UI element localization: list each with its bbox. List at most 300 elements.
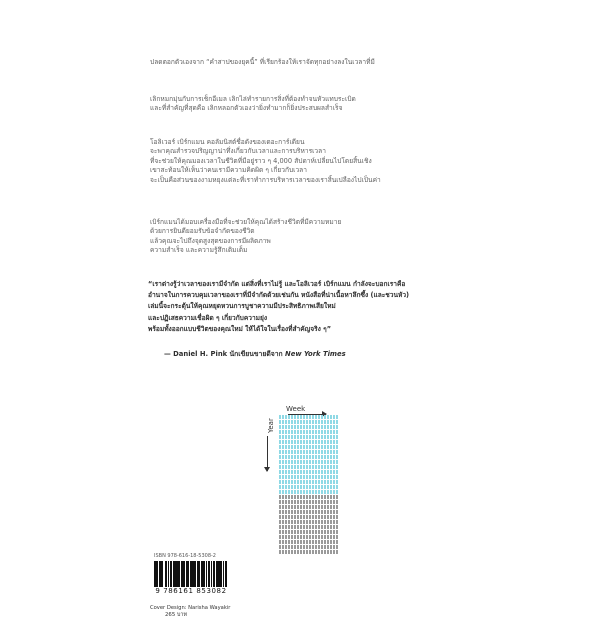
week-cell — [324, 475, 326, 479]
week-cell — [285, 545, 287, 549]
week-cell — [330, 485, 332, 489]
week-cell — [285, 425, 287, 429]
week-cell — [303, 530, 305, 534]
week-cell — [297, 480, 299, 484]
week-cell — [309, 425, 311, 429]
week-cell — [321, 530, 323, 534]
barcode-bars — [154, 561, 228, 587]
week-cell — [336, 515, 338, 519]
week-cell — [309, 515, 311, 519]
week-cell — [294, 450, 296, 454]
barcode-bar — [211, 561, 212, 587]
week-cell — [330, 505, 332, 509]
week-cell — [333, 475, 335, 479]
week-cell — [291, 455, 293, 459]
week-cell — [288, 495, 290, 499]
weeks-of-life-grid — [279, 415, 337, 555]
week-cell — [279, 470, 281, 474]
week-cell — [288, 505, 290, 509]
week-cell — [333, 535, 335, 539]
barcode-bar — [183, 561, 184, 587]
week-cell — [294, 550, 296, 554]
week-cell — [318, 490, 320, 494]
week-cell — [324, 425, 326, 429]
week-cell — [291, 415, 293, 419]
week-cell — [318, 425, 320, 429]
week-cell — [324, 545, 326, 549]
week-cell — [309, 460, 311, 464]
week-cell — [306, 470, 308, 474]
week-cell — [324, 480, 326, 484]
week-cell — [327, 460, 329, 464]
week-cell — [315, 475, 317, 479]
week-cell — [309, 455, 311, 459]
week-cell — [297, 520, 299, 524]
week-cell — [333, 470, 335, 474]
week-cell — [282, 480, 284, 484]
week-cell — [297, 510, 299, 514]
week-cell — [309, 530, 311, 534]
week-cell — [288, 485, 290, 489]
week-cell — [279, 490, 281, 494]
week-cell — [330, 540, 332, 544]
week-cell — [321, 470, 323, 474]
week-cell — [324, 510, 326, 514]
week-cell — [300, 550, 302, 554]
week-cell — [285, 415, 287, 419]
week-cell — [330, 535, 332, 539]
week-cell — [282, 455, 284, 459]
week-cell — [291, 465, 293, 469]
week-cell — [285, 480, 287, 484]
week-cell — [285, 505, 287, 509]
week-cell — [315, 520, 317, 524]
week-cell — [327, 415, 329, 419]
week-cell — [327, 540, 329, 544]
week-cell — [291, 445, 293, 449]
week-cell — [330, 440, 332, 444]
week-cell — [282, 520, 284, 524]
week-cell — [321, 430, 323, 434]
week-cell — [285, 420, 287, 424]
week-cell — [327, 525, 329, 529]
week-cell — [306, 520, 308, 524]
week-cell — [312, 490, 314, 494]
week-cell — [303, 465, 305, 469]
week-cell — [306, 425, 308, 429]
barcode-bar — [168, 561, 169, 587]
week-cell — [336, 475, 338, 479]
week-cell — [324, 415, 326, 419]
week-cell — [309, 435, 311, 439]
week-cell — [306, 540, 308, 544]
week-cell — [336, 470, 338, 474]
week-cell — [333, 485, 335, 489]
week-cell — [306, 525, 308, 529]
week-cell — [321, 545, 323, 549]
week-cell — [321, 450, 323, 454]
week-cell — [312, 440, 314, 444]
week-cell — [300, 415, 302, 419]
week-cell — [318, 525, 320, 529]
week-cell — [300, 430, 302, 434]
week-cell — [303, 505, 305, 509]
week-cell — [327, 485, 329, 489]
week-cell — [333, 430, 335, 434]
week-cell — [291, 530, 293, 534]
week-cell — [285, 525, 287, 529]
week-cell — [309, 520, 311, 524]
week-cell — [291, 470, 293, 474]
week-cell — [321, 535, 323, 539]
week-cell — [333, 505, 335, 509]
week-cell — [282, 435, 284, 439]
week-cell — [312, 455, 314, 459]
week-cell — [330, 525, 332, 529]
week-cell — [285, 540, 287, 544]
week-cell — [327, 435, 329, 439]
week-cell — [315, 425, 317, 429]
week-cell — [297, 540, 299, 544]
week-cell — [294, 465, 296, 469]
week-cell — [294, 525, 296, 529]
week-cell — [306, 505, 308, 509]
week-cell — [318, 465, 320, 469]
week-cell — [333, 540, 335, 544]
week-cell — [327, 520, 329, 524]
week-cell — [279, 420, 281, 424]
barcode-bar — [206, 561, 207, 587]
week-cell — [282, 530, 284, 534]
week-cell — [294, 415, 296, 419]
week-cell — [327, 475, 329, 479]
week-cell — [279, 435, 281, 439]
week-cell — [285, 445, 287, 449]
week-cell — [300, 530, 302, 534]
week-cell — [318, 505, 320, 509]
week-cell — [336, 460, 338, 464]
week-cell — [324, 505, 326, 509]
week-cell — [315, 480, 317, 484]
week-cell — [282, 445, 284, 449]
week-cell — [282, 475, 284, 479]
week-cell — [318, 430, 320, 434]
week-cell — [303, 450, 305, 454]
week-cell — [327, 500, 329, 504]
week-cell — [330, 550, 332, 554]
week-cell — [288, 440, 290, 444]
week-cell — [321, 540, 323, 544]
week-cell — [336, 445, 338, 449]
week-cell — [300, 540, 302, 544]
week-cell — [279, 515, 281, 519]
week-cell — [297, 420, 299, 424]
week-cell — [336, 545, 338, 549]
week-cell — [333, 435, 335, 439]
week-cell — [321, 415, 323, 419]
week-cell — [330, 455, 332, 459]
week-cell — [321, 495, 323, 499]
week-cell — [303, 525, 305, 529]
week-cell — [321, 435, 323, 439]
week-cell — [318, 440, 320, 444]
week-cell — [330, 545, 332, 549]
week-cell — [315, 470, 317, 474]
week-cell — [312, 450, 314, 454]
week-cell — [318, 510, 320, 514]
week-cell — [321, 440, 323, 444]
week-cell — [282, 490, 284, 494]
week-cell — [285, 455, 287, 459]
week-cell — [303, 475, 305, 479]
week-cell — [303, 540, 305, 544]
week-cell — [303, 510, 305, 514]
week-cell — [288, 465, 290, 469]
week-cell — [288, 545, 290, 549]
week-cell — [282, 485, 284, 489]
week-cell — [303, 500, 305, 504]
week-cell — [336, 520, 338, 524]
week-cell — [291, 425, 293, 429]
blurb-paragraph-1: ปลดตอกตัวเองจาก “คำสาปของยุคนี้” ที่เรียกร้องให้เราจัดทุกอย่างลงในเวลาที่มี — [150, 58, 375, 66]
barcode-bar — [216, 561, 217, 587]
week-cell — [306, 500, 308, 504]
week-cell — [327, 490, 329, 494]
week-cell — [300, 490, 302, 494]
week-cell — [279, 545, 281, 549]
week-cell — [300, 420, 302, 424]
week-cell — [309, 445, 311, 449]
week-axis-label: Week — [286, 405, 306, 413]
week-cell — [324, 445, 326, 449]
week-cell — [279, 440, 281, 444]
week-cell — [300, 460, 302, 464]
week-cell — [336, 440, 338, 444]
week-cell — [315, 465, 317, 469]
week-cell — [303, 515, 305, 519]
week-cell — [303, 415, 305, 419]
week-cell — [291, 545, 293, 549]
week-cell — [294, 460, 296, 464]
week-cell — [315, 440, 317, 444]
week-cell — [333, 525, 335, 529]
week-cell — [303, 440, 305, 444]
week-cell — [288, 510, 290, 514]
week-cell — [321, 460, 323, 464]
week-cell — [324, 455, 326, 459]
week-cell — [330, 475, 332, 479]
week-cell — [336, 425, 338, 429]
week-cell — [324, 465, 326, 469]
week-cell — [285, 550, 287, 554]
week-cell — [324, 520, 326, 524]
week-cell — [297, 490, 299, 494]
week-cell — [330, 480, 332, 484]
week-cell — [306, 450, 308, 454]
week-cell — [288, 435, 290, 439]
week-cell — [321, 490, 323, 494]
week-cell — [294, 490, 296, 494]
week-cell — [318, 545, 320, 549]
week-cell — [294, 470, 296, 474]
week-cell — [297, 515, 299, 519]
week-cell — [327, 505, 329, 509]
week-cell — [282, 415, 284, 419]
week-cell — [303, 460, 305, 464]
week-cell — [333, 550, 335, 554]
week-cell — [315, 450, 317, 454]
week-cell — [300, 510, 302, 514]
week-cell — [330, 420, 332, 424]
week-cell — [330, 445, 332, 449]
week-cell — [297, 495, 299, 499]
week-cell — [306, 420, 308, 424]
week-cell — [306, 535, 308, 539]
year-arrow-icon — [267, 436, 268, 471]
week-cell — [312, 420, 314, 424]
week-cell — [288, 540, 290, 544]
week-cell — [285, 460, 287, 464]
week-cell — [333, 545, 335, 549]
week-cell — [321, 445, 323, 449]
week-cell — [294, 545, 296, 549]
week-cell — [279, 445, 281, 449]
week-cell — [306, 445, 308, 449]
week-cell — [297, 425, 299, 429]
week-cell — [282, 470, 284, 474]
week-cell — [297, 455, 299, 459]
cover-design-credit: Cover Design: Narisha Wayakir — [150, 605, 231, 611]
week-cell — [279, 520, 281, 524]
week-cell — [285, 510, 287, 514]
week-cell — [324, 530, 326, 534]
week-cell — [321, 550, 323, 554]
week-cell — [312, 525, 314, 529]
week-cell — [300, 475, 302, 479]
week-cell — [324, 535, 326, 539]
week-cell — [294, 455, 296, 459]
week-cell — [282, 500, 284, 504]
week-cell — [291, 510, 293, 514]
week-cell — [327, 550, 329, 554]
week-cell — [309, 540, 311, 544]
week-cell — [306, 460, 308, 464]
barcode-bar — [156, 561, 157, 587]
week-cell — [315, 445, 317, 449]
week-cell — [297, 485, 299, 489]
week-cell — [300, 485, 302, 489]
week-cell — [327, 465, 329, 469]
week-cell — [318, 460, 320, 464]
week-cell — [279, 480, 281, 484]
barcode-bar — [187, 561, 189, 587]
week-cell — [279, 535, 281, 539]
week-cell — [300, 535, 302, 539]
week-cell — [309, 430, 311, 434]
week-cell — [288, 535, 290, 539]
week-cell — [279, 425, 281, 429]
week-cell — [312, 495, 314, 499]
week-cell — [285, 535, 287, 539]
barcode-bar — [178, 561, 179, 587]
week-cell — [327, 545, 329, 549]
week-cell — [294, 480, 296, 484]
week-cell — [336, 530, 338, 534]
week-cell — [330, 530, 332, 534]
week-cell — [300, 480, 302, 484]
week-cell — [330, 435, 332, 439]
week-cell — [336, 430, 338, 434]
week-cell — [336, 465, 338, 469]
week-cell — [315, 430, 317, 434]
week-cell — [300, 470, 302, 474]
week-cell — [315, 485, 317, 489]
week-cell — [297, 435, 299, 439]
week-cell — [291, 420, 293, 424]
week-cell — [285, 495, 287, 499]
week-cell — [288, 450, 290, 454]
week-cell — [315, 490, 317, 494]
week-cell — [300, 525, 302, 529]
week-cell — [288, 525, 290, 529]
endorsement-quote: “เราต่างรู้ว่าเวลาของเรามีจำกัด แต่สิ่งที่เราไม่รู้ และโอลิเวอร์ เบิร์กแมน กำลังจะบอกเราคือ อำนาจในการควบคุมเวลาของเราที่มีจำกัดด้วยเช่นกัน หนังสือที่น่าเนื้อหาลึกซึ้ง (และชวนหัว) เล่มนี้จะกระตุ้นให้คุณหยุดหวนการบูชาความมีประสิทธิภาพเสียใหม่ และปฏิเสธความเชื่อผิด ๆ เกี่ยวกับความยุ่ง พร้อมทั้งออกแบบชีวิตของคุณใหม่ ให้ได้ใจในเรื่องที่สำคัญจริง ๆ” — [148, 280, 410, 333]
week-cell — [288, 455, 290, 459]
week-cell — [294, 515, 296, 519]
week-cell — [312, 505, 314, 509]
week-cell — [336, 415, 338, 419]
week-cell — [309, 420, 311, 424]
week-cell — [300, 425, 302, 429]
week-cell — [327, 445, 329, 449]
week-cell — [321, 500, 323, 504]
week-cell — [297, 535, 299, 539]
week-cell — [297, 475, 299, 479]
isbn-text: ISBN 978-616-18-5308-2 — [154, 553, 216, 559]
week-cell — [330, 450, 332, 454]
week-cell — [327, 455, 329, 459]
barcode-bar — [161, 561, 163, 587]
week-cell — [288, 470, 290, 474]
week-cell — [318, 540, 320, 544]
week-cell — [315, 535, 317, 539]
week-cell — [315, 525, 317, 529]
week-cell — [324, 430, 326, 434]
week-cell — [318, 415, 320, 419]
week-cell — [282, 465, 284, 469]
week-cell — [327, 470, 329, 474]
week-cell — [315, 455, 317, 459]
week-cell — [336, 435, 338, 439]
week-cell — [318, 445, 320, 449]
week-cell — [300, 435, 302, 439]
week-cell — [291, 490, 293, 494]
week-cell — [324, 440, 326, 444]
week-cell — [300, 445, 302, 449]
week-cell — [315, 540, 317, 544]
week-cell — [303, 420, 305, 424]
week-cell — [312, 465, 314, 469]
week-cell — [309, 470, 311, 474]
week-cell — [315, 550, 317, 554]
week-cell — [282, 505, 284, 509]
week-cell — [291, 440, 293, 444]
week-cell — [291, 450, 293, 454]
week-cell — [312, 435, 314, 439]
week-cell — [309, 505, 311, 509]
week-cell — [303, 455, 305, 459]
week-cell — [291, 495, 293, 499]
week-cell — [297, 525, 299, 529]
